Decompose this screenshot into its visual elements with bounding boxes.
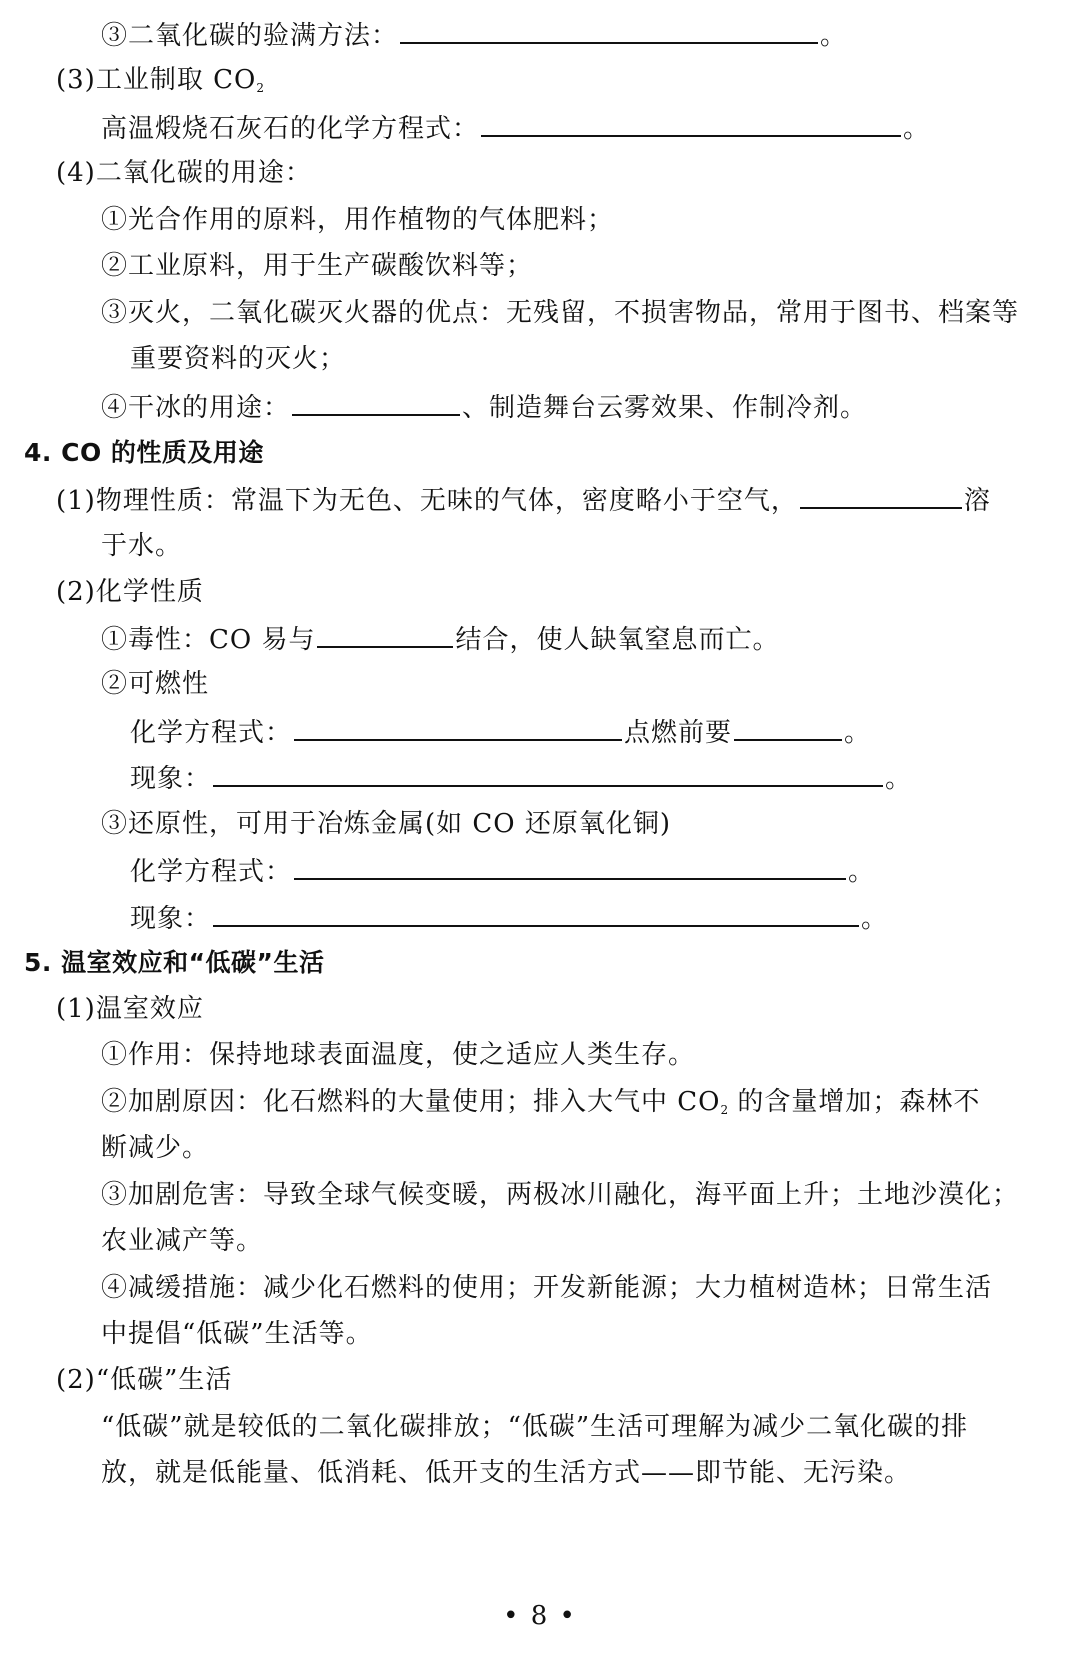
- answer-blank[interactable]: [734, 715, 842, 741]
- co2-uses-heading: (4)二氧化碳的用途：: [56, 158, 312, 188]
- co2-use-3-cont: 重要资料的灭火；: [130, 344, 347, 374]
- low-carbon-heading: (2)“低碳”生活: [56, 1365, 233, 1395]
- co2-use-3: ③灭火，二氧化碳灭火器的优点：无残留，不损害物品，常用于图书、档案等: [101, 298, 1020, 328]
- limestone-equation-line: 高温煅烧石灰石的化学方程式： 。: [101, 111, 930, 143]
- answer-blank[interactable]: [213, 761, 883, 787]
- co-physical-property-line: (1)物理性质：常温下为无色、无味的气体，密度略小于空气， 溶: [56, 483, 991, 515]
- answer-blank[interactable]: [292, 390, 460, 416]
- greenhouse-causes-cont: 断减少。: [101, 1133, 210, 1163]
- co2-use-1: ①光合作用的原料，用作植物的气体肥料；: [101, 205, 615, 235]
- greenhouse-function: ①作用：保持地球表面温度，使之适应人类生存。: [101, 1040, 696, 1070]
- dry-ice-use-line: ④干冰的用途： 、制造舞台云雾效果、作制冷剂。: [101, 390, 867, 422]
- greenhouse-mitigation: ④减缓措施：减少化石燃料的使用；开发新能源；大力植树造林；日常生活: [101, 1273, 993, 1303]
- section-5-heading: 5. 温室效应和“低碳”生活: [24, 948, 325, 977]
- answer-blank[interactable]: [317, 622, 453, 648]
- co-physical-property-cont: 于水。: [101, 531, 183, 561]
- answer-blank[interactable]: [294, 854, 846, 880]
- industrial-co2-heading: (3)工业制取 $CO_2$: [56, 65, 264, 95]
- co-combustion-phenomenon-line: 现象： 。: [130, 761, 912, 793]
- greenhouse-harms: ③加剧危害：导致全球气候变暖，两极冰川融化，海平面上升；土地沙漠化；: [101, 1180, 1020, 1210]
- co-reducibility-heading: ③还原性，可用于冶炼金属(如 CO 还原氧化铜): [101, 809, 672, 839]
- co-reduction-equation-line: 化学方程式： 。: [130, 854, 875, 886]
- answer-blank[interactable]: [481, 111, 901, 137]
- section-4-heading: 4. CO 的性质及用途: [24, 438, 264, 467]
- co-chemical-heading: (2)化学性质: [56, 577, 204, 607]
- co2-full-check-line: ③二氧化碳的验满方法： 。: [101, 18, 847, 50]
- co2-full-check-text: ③二氧化碳的验满方法：: [101, 21, 399, 51]
- co-reduction-phenomenon-line: 现象： 。: [130, 901, 888, 933]
- answer-blank[interactable]: [800, 483, 962, 509]
- greenhouse-heading: (1)温室效应: [56, 994, 204, 1024]
- greenhouse-harms-cont: 农业减产等。: [101, 1226, 264, 1256]
- answer-blank[interactable]: [400, 18, 818, 44]
- co2-use-2: ②工业原料，用于生产碳酸饮料等；: [101, 251, 534, 281]
- co-toxicity-line: ①毒性：CO 易与 结合，使人缺氧窒息而亡。: [101, 622, 780, 654]
- co-combustion-equation-line: 化学方程式： 点燃前要 。: [130, 715, 871, 747]
- low-carbon-text-cont: 放，就是低能量、低消耗、低开支的生活方式——即节能、无污染。: [101, 1458, 912, 1488]
- answer-blank[interactable]: [294, 715, 622, 741]
- greenhouse-mitigation-cont: 中提倡“低碳”生活等。: [101, 1319, 373, 1349]
- low-carbon-text: “低碳”就是较低的二氧化碳排放；“低碳”生活可理解为减少二氧化碳的排: [101, 1412, 969, 1442]
- answer-blank[interactable]: [213, 901, 859, 927]
- co-flammability-heading: ②可燃性: [101, 669, 210, 699]
- greenhouse-causes: ②加剧原因：化石燃料的大量使用；排入大气中 $CO_2$ 的含量增加；森林不: [101, 1087, 981, 1117]
- page-number: • 8 •: [503, 1601, 577, 1631]
